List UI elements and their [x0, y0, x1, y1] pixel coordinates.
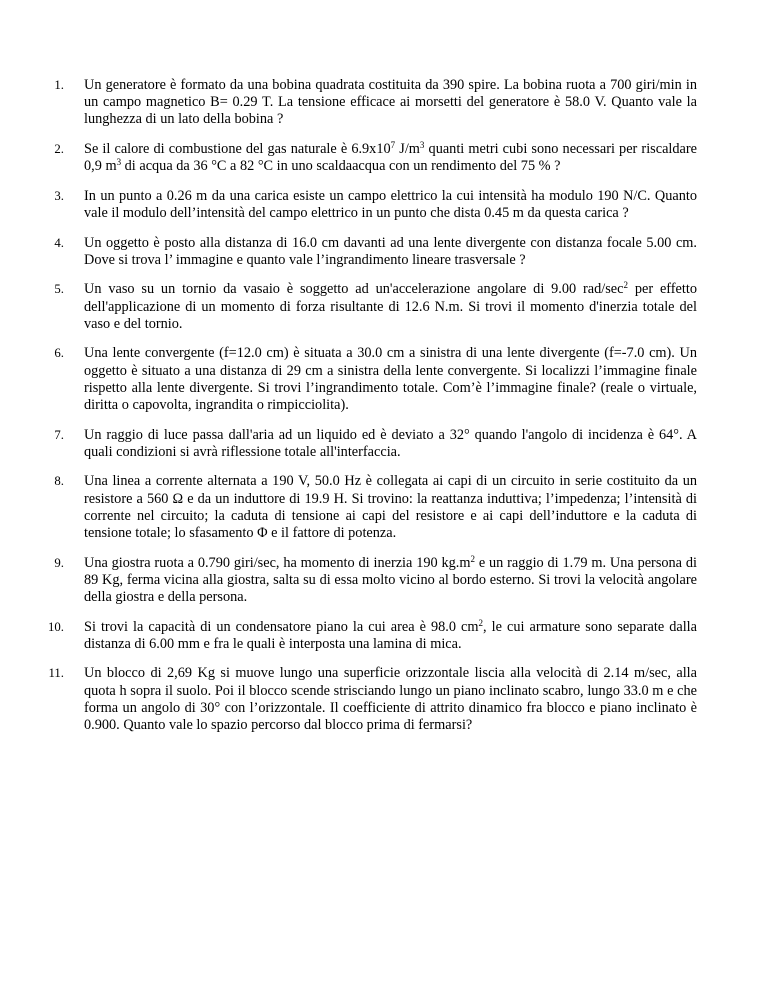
problem-text: Una lente convergente (f=12.0 cm) è situata a 30.0 cm a sinistra di una lente divergente (f=-7.0 cm). Un oggetto è situato a una distanza di 29 cm a sinistra della lente convergente. Si localizzi l’immagine finale rispetto alla lente divergente. Si trovi l’ingrandimento totale. Com’è l’immagine finale? (reale o virtuale, diritta o capovolta, ingrandita o rimpicciolita).: [84, 345, 697, 413]
problem-number: 8.: [54, 474, 64, 489]
problem-1: [54, 77, 697, 129]
problem-text: Se il calore di combustione del gas naturale è $6.9x10^7$ $J/m^3$ quanti metri cubi sono necessari per riscaldare 0,9 $m^3$ di acqua da 36 °C a 82 °C in uno scaldaacqua con un rendimento del 75 % ?: [84, 140, 697, 175]
superscript: 3: [419, 140, 425, 150]
problem-3: [54, 187, 697, 222]
problem-6: [54, 345, 697, 414]
problem-text: Si trovi la capacità di un condensatore piano la cui area è 98.0 $cm^2$, le cui armature sono separate dalla distanza di 6.00 mm e fra le quali è interposta una lamina di mica.: [84, 617, 697, 652]
problem-7: [54, 426, 697, 461]
problem-number: 3.: [54, 188, 64, 203]
problem-number: 5.: [54, 282, 64, 297]
superscript: 3: [116, 157, 122, 168]
problem-8: [54, 473, 697, 542]
problem-number: 11.: [48, 666, 64, 681]
superscript: 2: [470, 553, 475, 564]
problem-text: Un blocco di 2,69 Kg si muove lungo una superficie orizzontale liscia alla velocità di 2.14 m/sec, alla quota h sopra il suolo. Poi il blocco scende strisciando lungo un piano inclinato scabro, lungo 33.0 m e che forma un angolo di 30° con l’orizzontale. Il coefficiente di attrito dinamico fra blocco e piano inclinato è 0.900. Quanto vale lo spazio percorso dal blocco prima di fermarsi?: [84, 665, 697, 733]
problem-4: [54, 234, 697, 269]
problem-number: 2.: [54, 142, 64, 156]
problem-number: 4.: [54, 235, 64, 250]
problem-text: Una giostra ruota a 0.790 giri/sec, ha momento di inerzia 190 $kg.m^2$ e un raggio di 1.79 m. Una persona di 89 Kg, ferma vicina alla giostra, salta su di essa molto vicino al bordo esterno. Si trovi la velocità angolare della giostra e della persona.: [84, 553, 697, 605]
problem-10: [48, 617, 697, 653]
problem-text: Un vaso su un tornio da vasaio è soggetto ad un'accelerazione angolare di 9.00 rad/$\sec^2$ per effetto dell'applicazione di un momento di forza risultante di 12.6 N.m. Si trovi il momento d'inerzia totale del vaso e del tornio.: [84, 280, 697, 332]
problem-text: Una linea a corrente alternata a 190 V, 50.0 Hz è collegata ai capi di un circuito in serie costituito da un resistore a 560 Ω e da un induttore di 19.9 H. Si trovino: la reattanza induttiva; l’impedenza; l’intensità di corrente nel circuito; la caduta di tensione ai capi del resistore e ai capi dell’induttore e la caduta di tensione totale; lo sfasamento Φ e il fattore di potenza.: [84, 473, 697, 541]
superscript: 7: [390, 140, 396, 150]
problem-text: Un oggetto è posto alla distanza di 16.0 cm davanti ad una lente divergente con distanza focale 5.00 cm. Dove si trova l’ immagine e quanto vale l’ingrandimento lineare trasversale ?: [84, 234, 697, 268]
problem-number: 1.: [54, 78, 64, 92]
problem-number: 9.: [54, 555, 64, 570]
problem-11: [48, 665, 697, 734]
problem-5: [54, 280, 697, 333]
problem-number: 6.: [54, 346, 64, 361]
problem-list: [48, 77, 697, 747]
problem-9: [54, 553, 697, 607]
superscript: 2: [478, 617, 484, 628]
problem-text: In un punto a 0.26 m da una carica esiste un campo elettrico la cui intensità ha modulo 190 N/C. Quanto vale il modulo dell’intensità del campo elettrico in un punto che dista 0.45 m da questa carica ?: [84, 187, 697, 221]
problem-number: 7.: [54, 427, 64, 442]
problem-2: [54, 140, 697, 175]
superscript: 2: [623, 280, 628, 291]
problem-text: Un generatore è formato da una bobina quadrata costituita da 390 spire. La bobina ruota a 700 giri/min in un campo magnetico B= 0.29 T. La tensione efficace ai morsetti del generatore è 58.0 V. Quanto vale la lunghezza di un lato della bobina ?: [84, 77, 697, 128]
problem-text: Un raggio di luce passa dall'aria ad un liquido ed è deviato a 32° quando l'angolo di incidenza è 64°. A quali condizioni si avrà riflessione totale all'interfaccia.: [84, 426, 697, 460]
problem-number: 10.: [48, 619, 64, 634]
